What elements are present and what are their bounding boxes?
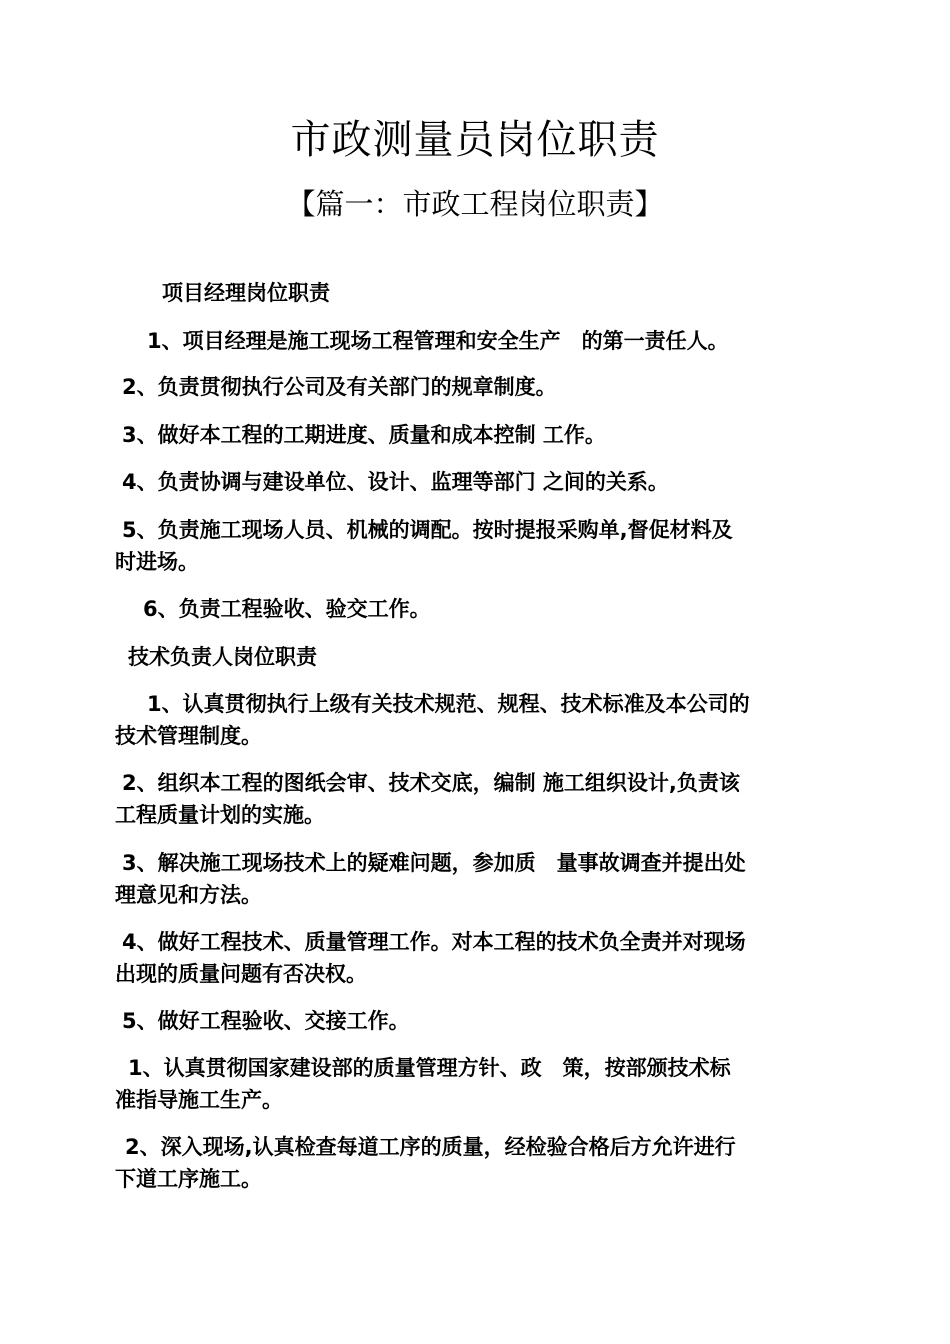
- paragraph-line: 下道工序施工。: [115, 1167, 262, 1191]
- paragraph-line: 准指导施工生产。: [115, 1088, 283, 1112]
- document-title: 市政测量员岗位职责: [290, 117, 660, 163]
- paragraph-line: 3、做好本工程的工期进度、质量和成本控制 工作。: [122, 423, 606, 447]
- paragraph-line: 1、项目经理是施工现场工程管理和安全生产 的第一责任人。: [147, 329, 729, 353]
- paragraph-line: 5、做好工程验收、交接工作。: [122, 1009, 410, 1033]
- paragraph-line: 5、负责施工现场人员、机械的调配。按时提报采购单,督促材料及: [122, 518, 733, 542]
- paragraph-line: 工程质量计划的实施。: [115, 803, 325, 827]
- paragraph-line: 2、深入现场,认真检查每道工序的质量，经检验合格后方允许进行: [125, 1135, 736, 1159]
- paragraph-line: 1、认真贯彻国家建设部的质量管理方针、政 策，按部颁技术标: [128, 1056, 731, 1080]
- paragraph-line: 2、组织本工程的图纸会审、技术交底，编制 施工组织设计,负责该: [122, 771, 740, 795]
- paragraph-line: 技术管理制度。: [115, 724, 262, 748]
- section-heading-technical-lead: 技术负责人岗位职责: [128, 645, 317, 669]
- paragraph-line: 理意见和方法。: [115, 883, 262, 907]
- paragraph-line: 时进场。: [115, 550, 199, 574]
- paragraph-line: 3、解决施工现场技术上的疑难问题，参加质 量事故调查并提出处: [122, 851, 746, 875]
- paragraph-line: 4、负责协调与建设单位、设计、监理等部门 之间的关系。: [122, 470, 669, 494]
- paragraph-line: 4、做好工程技术、质量管理工作。对本工程的技术负全责并对现场: [122, 930, 746, 954]
- section-heading-project-manager: 项目经理岗位职责: [162, 281, 330, 305]
- paragraph-line: 6、负责工程验收、验交工作。: [143, 597, 431, 621]
- paragraph-line: 出现的质量问题有否决权。: [115, 962, 367, 986]
- paragraph-line: 2、负责贯彻执行公司及有关部门的规章制度。: [122, 375, 557, 399]
- document-subtitle: 【篇一：市政工程岗位职责】: [286, 187, 664, 221]
- paragraph-line: 1、认真贯彻执行上级有关技术规范、规程、技术标准及本公司的: [147, 692, 750, 716]
